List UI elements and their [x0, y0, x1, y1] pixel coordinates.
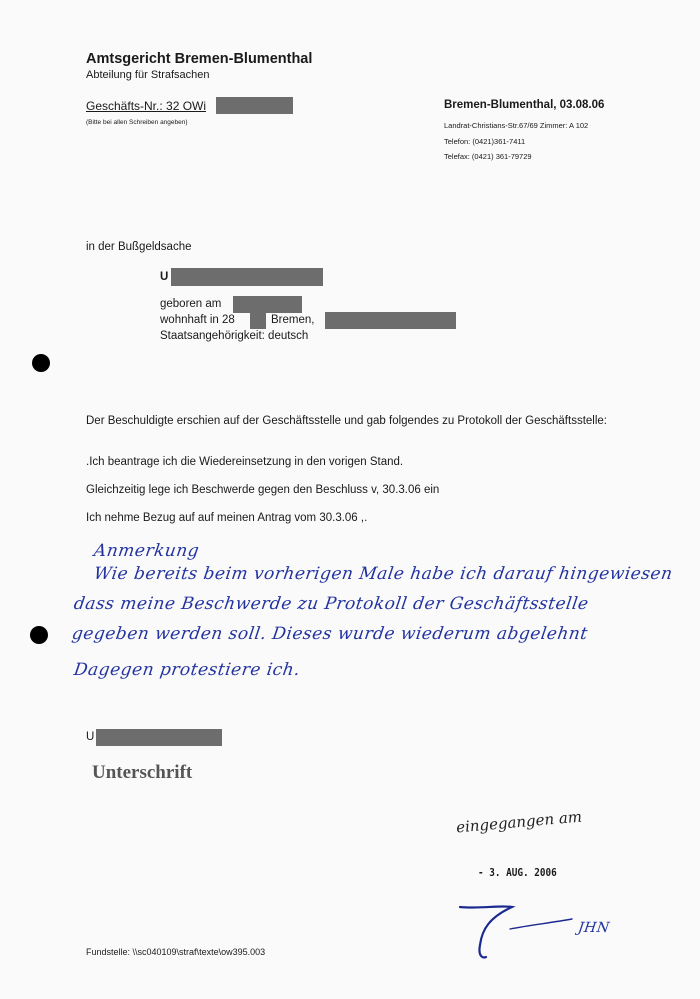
defendant-initial: U	[160, 271, 169, 283]
birth-label: geboren am	[160, 298, 222, 310]
signature-label: Unterschrift	[92, 762, 193, 783]
handwritten-line: dass meine Beschwerde zu Protokoll der Geschäftsstelle	[72, 594, 590, 614]
punch-hole	[30, 626, 48, 644]
handwritten-line: gegeben werden soll. Dieses wurde wiederum abgelehnt	[70, 624, 590, 644]
court-fax: Telefax: (0421) 361-79729	[444, 152, 532, 161]
reference-note: (Bitte bei allen Schreiben angeben)	[86, 119, 188, 126]
nationality: Staatsangehörigkeit: deutsch	[160, 330, 309, 342]
redaction-bar	[233, 296, 302, 313]
court-address: Landrat-Christians-Str.67/69 Zimmer: A 102	[444, 121, 589, 130]
redaction-bar	[171, 268, 323, 286]
punch-hole	[32, 354, 50, 372]
case-intro: in der Bußgeldsache	[86, 241, 192, 253]
protocol-statement: Der Beschuldigte erschien auf der Geschäftsstelle und gab folgendes zu Protokoll der Geschäftsstelle:	[86, 415, 607, 427]
court-department: Abteilung für Strafsachen	[86, 69, 210, 81]
footer-reference: Fundstelle: \\sc040109\straf\texte\ow395.003	[86, 947, 266, 957]
court-phone: Telefon: (0421)361-7411	[444, 137, 526, 146]
redaction-bar	[250, 312, 266, 329]
protocol-line-2: Gleichzeitig lege ich Beschwerde gegen den Beschluss v, 30.3.06 ein	[86, 484, 440, 496]
redaction-bar	[325, 312, 456, 329]
signature-initials: JHN	[576, 920, 611, 936]
protocol-line-3: Ich nehme Bezug auf auf meinen Antrag vom 30.3.06 ,.	[86, 512, 368, 524]
handwritten-line: Wie bereits beim vorherigen Male habe ich darauf hingewiesen	[92, 564, 674, 584]
redaction-bar	[216, 97, 293, 114]
reference-number: Geschäfts-Nr.: 32 OWi	[86, 99, 207, 113]
protocol-line-1: .Ich beantrage ich die Wiedereinsetzung in den vorigen Stand.	[86, 456, 404, 468]
handwritten-line: Dagegen protestiere ich.	[72, 660, 302, 680]
residence-prefix: wohnhaft in 28	[160, 314, 235, 326]
signature-initial: U	[86, 731, 95, 743]
handwritten-heading: Anmerkung	[92, 541, 201, 561]
received-note: eingegangen am	[455, 807, 583, 837]
place-date: Bremen-Blumenthal, 03.08.06	[444, 99, 605, 111]
court-name: Amtsgericht Bremen-Blumenthal	[86, 51, 313, 67]
received-stamp: - 3. AUG. 2006	[478, 866, 557, 879]
redaction-bar	[96, 729, 222, 746]
residence-city: Bremen,	[271, 314, 315, 326]
